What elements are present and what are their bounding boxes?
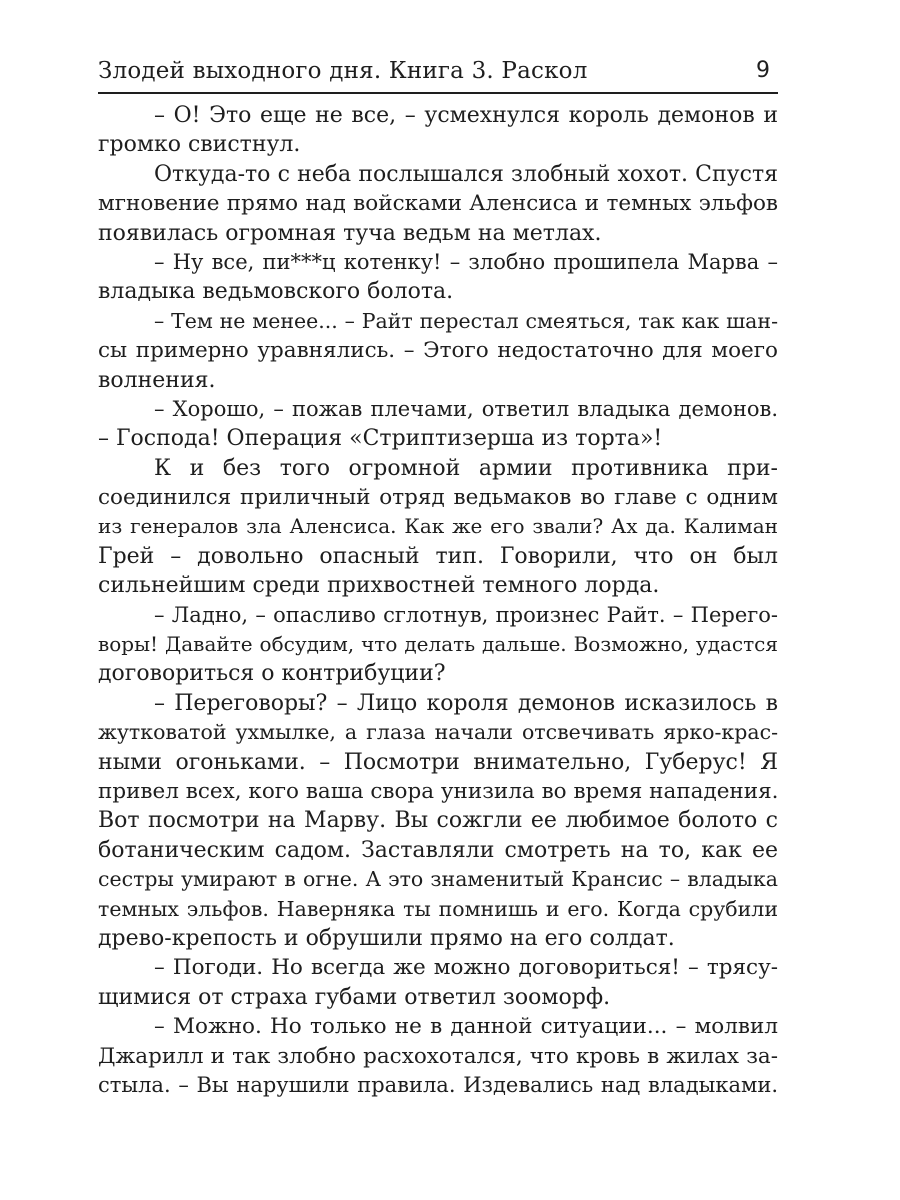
text-line: привел всех, кого ваша свора унизила во время нападения. xyxy=(98,778,779,804)
text-line: сы примерно уравнялись. – Этого недостаточно для моего xyxy=(98,338,778,364)
text-line: ными огоньками. – Посмотри внимательно, Губерус! Я xyxy=(98,749,778,775)
header-rule xyxy=(98,92,778,94)
text-line: – Ну все, пи***ц котенку! – злобно прошипела Марва – xyxy=(154,249,778,274)
text-line: Вот посмотри на Марву. Вы сожгли ее любимое болото с xyxy=(98,808,778,834)
text-line: договориться о контрибуции? xyxy=(98,661,446,687)
text-line: Грей – довольно опасный тип. Говорили, что он был xyxy=(98,543,778,569)
text-line: – Тем не менее... – Райт перестал смеяться, так как шан- xyxy=(154,308,778,333)
text-line: появилась огромная туча ведьм на метлах. xyxy=(98,220,602,246)
running-title: Злодей выходного дня. Книга 3. Раскол xyxy=(98,58,588,84)
text-line: сильнейшим среди прихвостней темного лорда. xyxy=(98,573,660,599)
text-line: ботаническим садом. Заставляли смотреть на то, как ее xyxy=(98,837,778,863)
text-line: – Переговоры? – Лицо короля демонов исказилось в xyxy=(154,690,778,716)
text-line: К и без того огромной армии противника при- xyxy=(154,455,778,481)
text-line: – Можно. Но только не в данной ситуации... – молвил xyxy=(154,1014,778,1040)
text-line: – Ладно, – опасливо сглотнув, произнес Райт. – Перего- xyxy=(154,602,778,627)
text-line: стыла. – Вы нарушили правила. Издевались над владыками. xyxy=(98,1072,778,1097)
text-line: Джарилл и так злобно расхохотался, что кровь в жилах за- xyxy=(98,1043,778,1069)
text-line: щимися от страха губами ответил зооморф. xyxy=(98,984,611,1010)
page-number: 9 xyxy=(756,58,770,83)
body-text xyxy=(98,101,778,1100)
text-line: – Господа! Операция «Стриптизерша из торта»! xyxy=(98,426,663,452)
text-line: темных эльфов. Наверняка ты помнишь и его. Когда срубили xyxy=(98,896,778,921)
text-line: соединился приличный отряд ведьмаков во главе с одним xyxy=(98,485,778,511)
text-line: древо-крепость и обрушили прямо на его солдат. xyxy=(98,925,675,951)
text-line: сестры умирают в огне. А это знаменитый Крансис – владыка xyxy=(98,867,778,892)
text-line: мгновение прямо над войсками Аленсиса и темных эльфов xyxy=(98,191,778,217)
text-line: владыка ведьмовского болота. xyxy=(98,279,454,305)
text-line: – Погоди. Но всегда же можно договориться! – трясу- xyxy=(154,955,778,981)
text-line: – О! Это еще не все, – усмехнулся король демонов и xyxy=(154,103,778,128)
text-line: волнения. xyxy=(98,367,216,393)
page-header xyxy=(98,56,778,92)
text-line: из генералов зла Аленсиса. Как же его звали? Ах да. Калиман xyxy=(98,514,778,539)
text-line: воры! Давайте обсудим, что делать дальше. Возможно, удастся xyxy=(98,632,778,657)
text-line: жутковатой ухмылке, а глаза начали отсвечивать ярко-крас- xyxy=(98,720,778,745)
text-line: Откуда-то с неба послышался злобный хохот. Спустя xyxy=(154,161,778,187)
text-line: громко свистнул. xyxy=(98,132,301,158)
text-line: – Хорошо, – пожав плечами, ответил владыка демонов. xyxy=(154,396,778,421)
